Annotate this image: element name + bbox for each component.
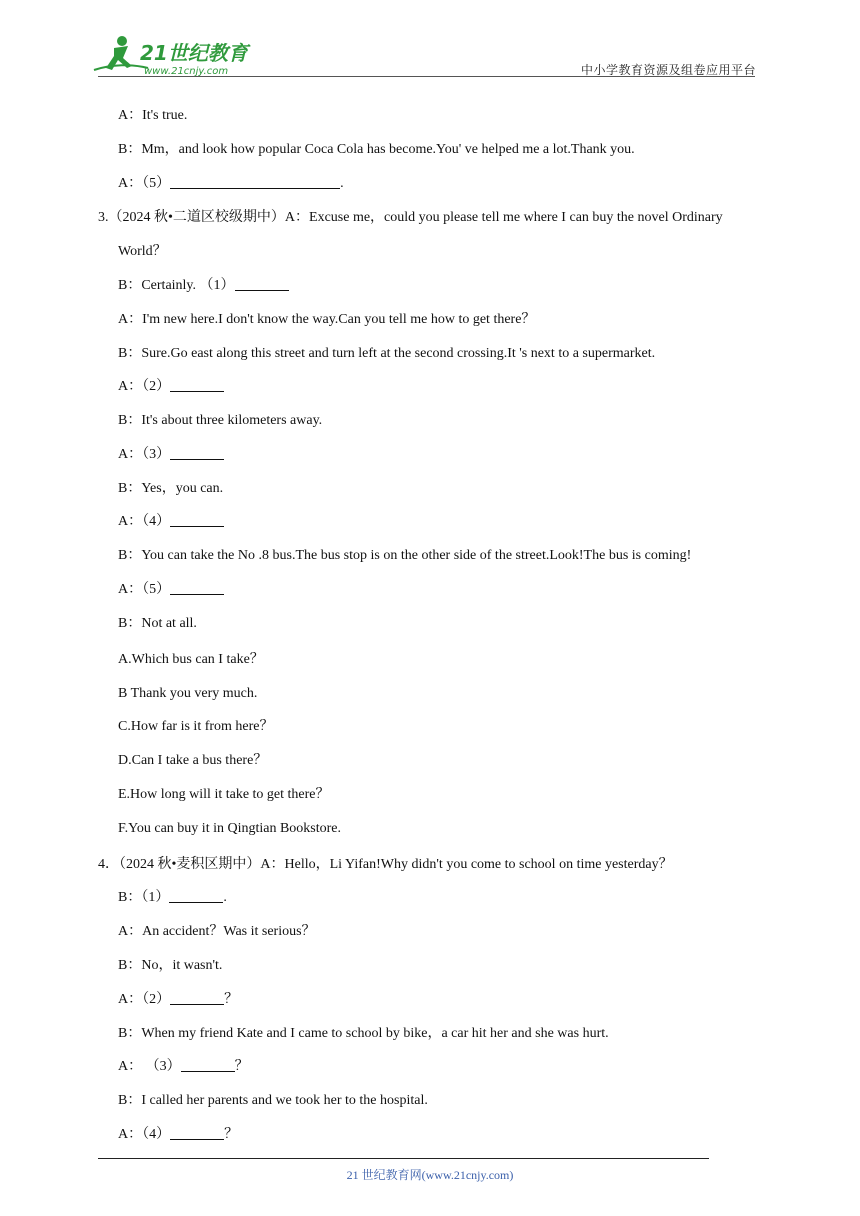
dialogue-line-blank [118, 176, 344, 192]
option-f: F.You can buy it in Qingtian Bookstore. [118, 821, 342, 836]
line-prefix: A：（4） [118, 1127, 171, 1142]
line-prefix: A：（2） [118, 992, 171, 1007]
dialogue-line-blank [118, 890, 227, 906]
logo-url: www.21cnjy.com [144, 66, 229, 77]
dialogue-line: A：It's true. [118, 108, 188, 123]
line-prefix: B：（1） [118, 890, 170, 905]
line-prefix: A：（5） [118, 176, 171, 191]
logo [92, 34, 262, 78]
option-b: B Thank you very much. [118, 686, 258, 701]
line-suffix: . [340, 176, 344, 191]
line-prefix: A：（3） [118, 447, 171, 462]
dialogue-line: B：Sure.Go east along this street and turn left at the second crossing.It 's next to a supermarket. [118, 346, 656, 361]
answer-blank[interactable] [170, 992, 224, 1005]
line-suffix: ？ [224, 1127, 239, 1142]
dialogue-line-blank [118, 582, 224, 598]
dialogue-line-blank [118, 1059, 249, 1075]
option-c: C.How far is it from here？ [118, 719, 274, 734]
dialogue-line-blank [118, 1127, 238, 1143]
option-d: D.Can I take a bus there？ [118, 753, 268, 768]
dialogue-line: A：I'm new here.I don't know the way.Can you tell me how to get there？ [118, 312, 536, 327]
footer-text[interactable]: 21 世纪教育网(www.21cnjy.com) [346, 1168, 514, 1182]
dialogue-line: B：I called her parents and we took her to the hospital. [118, 1093, 428, 1108]
answer-blank[interactable] [170, 582, 224, 595]
header-divider [98, 76, 755, 77]
line-suffix: ？ [224, 992, 239, 1007]
question-3-stem: 3.（2024 秋•二道区校级期中）A：Excuse me，could you please tell me where I can buy the novel Ordinary [98, 210, 723, 225]
answer-blank[interactable] [169, 890, 223, 903]
dialogue-line-blank [118, 278, 289, 294]
dialogue-line: B：It's about three kilometers away. [118, 413, 323, 428]
answer-blank[interactable] [170, 447, 224, 460]
dialogue-line: B：Mm，and look how popular Coca Cola has become.You' ve helped me a lot.Thank you. [118, 142, 635, 157]
dialogue-line: B：No，it wasn't. [118, 958, 223, 973]
dialogue-line: A：An accident？Was it serious？ [118, 924, 316, 939]
line-prefix: A：（2） [118, 379, 171, 394]
line-suffix: ？ [234, 1059, 249, 1074]
line-prefix: B：Certainly. （1） [118, 278, 235, 293]
question-4-stem: 4．（2024 秋•麦积区期中）A：Hello，Li Yifan!Why didn't you come to school on time yesterday？ [98, 857, 673, 872]
platform-title: 中小学教育资源及组卷应用平台 [580, 63, 756, 77]
answer-blank[interactable] [170, 176, 340, 189]
dialogue-line: B：You can take the No .8 bus.The bus stop is on the other side of the street.Look!The bus is coming! [118, 548, 692, 563]
answer-blank[interactable] [235, 278, 289, 291]
dialogue-line: B：When my friend Kate and I came to school by bike，a car hit her and she was hurt. [118, 1026, 609, 1041]
dialogue-line: B：Yes，you can. [118, 481, 224, 496]
logo-graphic [92, 34, 262, 78]
line-prefix: A： （3） [118, 1059, 181, 1074]
dialogue-line-blank [118, 379, 224, 395]
footer-divider [98, 1158, 709, 1159]
logo-text: 21世纪教育 [140, 41, 248, 65]
answer-blank[interactable] [170, 1127, 224, 1140]
answer-blank[interactable] [170, 379, 224, 392]
option-e: E.How long will it take to get there？ [118, 787, 330, 802]
dialogue-line: B：Not at all. [118, 616, 197, 631]
dialogue-line-blank [118, 992, 238, 1008]
line-suffix: . [223, 890, 227, 905]
line-prefix: A：（5） [118, 582, 171, 597]
question-3-stem-cont: World？ [118, 244, 167, 259]
dialogue-line-blank [118, 514, 224, 530]
answer-blank[interactable] [181, 1059, 235, 1072]
line-prefix: A：（4） [118, 514, 171, 529]
answer-blank[interactable] [170, 514, 224, 527]
option-a: A.Which bus can I take？ [118, 652, 264, 667]
page-header [0, 0, 860, 80]
dialogue-line-blank [118, 447, 224, 463]
